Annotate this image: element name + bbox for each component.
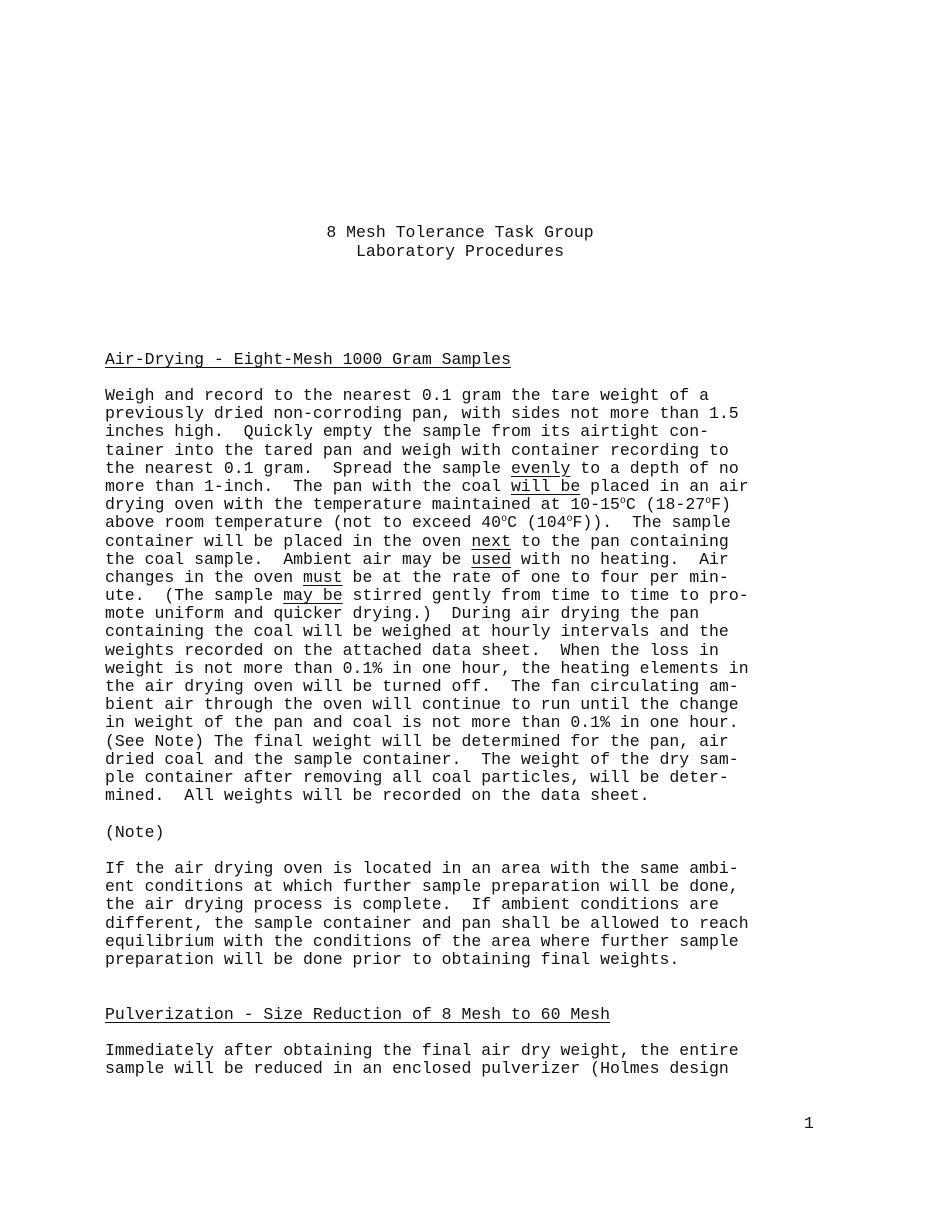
underlined-word: must	[303, 567, 343, 587]
text-segment: the nearest 0.1 gram. Spread the sample	[105, 458, 511, 478]
text-segment: C (104	[507, 513, 567, 533]
text-segment: stirred gently from time to time to pro-	[342, 586, 749, 606]
note-label-text: (Note)	[105, 823, 165, 842]
text-line: dried coal and the sample container. The weight of the dry sam-	[105, 749, 739, 769]
text-segment: placed in an air	[580, 476, 749, 496]
text-line: tainer into the tared pan and weigh with container recording to	[105, 440, 729, 460]
text-line: different, the sample container and pan shall be allowed to reach	[105, 913, 749, 933]
air-drying-paragraph	[105, 387, 825, 805]
title-line-2: Laboratory Procedures	[356, 241, 564, 261]
underlined-word: will be	[510, 476, 581, 496]
text-line: equilibrium with the conditions of the area where further sample	[105, 931, 739, 951]
text-segment: to the pan containing	[510, 531, 729, 551]
text-line: If the air drying oven is located in an area with the same ambi-	[105, 859, 739, 878]
text-line: mote uniform and quicker drying.) During air drying the pan	[105, 604, 700, 624]
degree-superscript: o	[705, 496, 712, 508]
degree-superscript: o	[501, 514, 508, 526]
underlined-word: next	[471, 531, 511, 551]
text-line: preparation will be done prior to obtaining final weights.	[105, 949, 680, 969]
underlined-word: may be	[283, 586, 343, 606]
pulverization-paragraph	[105, 1042, 825, 1078]
text-line: containing the coal will be weighed at hourly intervals and the	[105, 622, 729, 642]
text-segment: above room temperature (not to exceed 40	[105, 513, 502, 533]
text-line	[105, 551, 825, 569]
text-line	[105, 478, 825, 496]
text-line	[105, 587, 825, 605]
section-heading-pulverization: Pulverization - Size Reduction of 8 Mesh to 60 Mesh	[105, 1005, 610, 1024]
text-segment: be at the rate of one to four per min-	[342, 567, 729, 587]
text-line	[105, 460, 825, 478]
text-line: ple container after removing all coal particles, will be deter-	[105, 767, 729, 787]
underlined-word: used	[471, 549, 511, 569]
note-label	[105, 824, 825, 842]
text-segment: F)	[711, 495, 731, 515]
text-line	[105, 533, 825, 551]
text-segment: changes in the oven	[105, 567, 304, 587]
document-title	[0, 224, 950, 261]
text-segment: ute. (The sample	[105, 586, 284, 606]
text-line: ent conditions at which further sample preparation will be done,	[105, 877, 739, 897]
text-segment: the coal sample. Ambient air may be	[105, 549, 472, 569]
text-line	[105, 514, 825, 532]
page-number: 1	[804, 1114, 814, 1133]
underlined-word: evenly	[510, 458, 571, 478]
text-segment: more than 1-inch. The pan with the coal	[105, 476, 511, 496]
text-line: the air drying process is complete. If ambient conditions are	[105, 895, 719, 915]
text-segment: C (18-27	[625, 495, 706, 515]
text-line: weight is not more than 0.1% in one hour, the heating elements in	[105, 658, 749, 678]
text-line: weights recorded on the attached data sheet. When the loss in	[105, 640, 719, 660]
text-line	[105, 569, 825, 587]
text-segment: F)). The sample	[572, 513, 731, 533]
text-line: the air drying oven will be turned off. The fan circulating am-	[105, 677, 739, 696]
title-line-1: 8 Mesh Tolerance Task Group	[326, 223, 594, 242]
text-line	[105, 496, 825, 514]
text-line: bient air through the oven will continue to run until the change	[105, 695, 739, 715]
text-segment: container will be placed in the oven	[105, 531, 472, 551]
text-line: in weight of the pan and coal is not more than 0.1% in one hour.	[105, 713, 739, 733]
text-line: sample will be reduced in an enclosed pulverizer (Holmes design	[105, 1059, 729, 1079]
text-line: inches high. Quickly empty the sample from its airtight con-	[105, 422, 709, 442]
text-line: Immediately after obtaining the final air dry weight, the entire	[105, 1041, 739, 1060]
degree-superscript: o	[566, 514, 573, 526]
text-segment: drying oven with the temperature maintained at 10-15	[105, 495, 620, 515]
text-line: Weigh and record to the nearest 0.1 gram the tare weight of a	[105, 386, 709, 405]
text-segment: with no heating. Air	[510, 549, 729, 569]
note-paragraph	[105, 860, 825, 969]
text-segment: to a depth of no	[570, 458, 739, 478]
text-line: (See Note) The final weight will be determined for the pan, air	[105, 731, 729, 751]
degree-superscript: o	[619, 496, 626, 508]
text-line: mined. All weights will be recorded on the data sheet.	[105, 786, 650, 806]
text-line: previously dried non-corroding pan, with sides not more than 1.5	[105, 404, 739, 424]
section-heading-air-drying: Air-Drying - Eight-Mesh 1000 Gram Samples	[105, 350, 511, 369]
